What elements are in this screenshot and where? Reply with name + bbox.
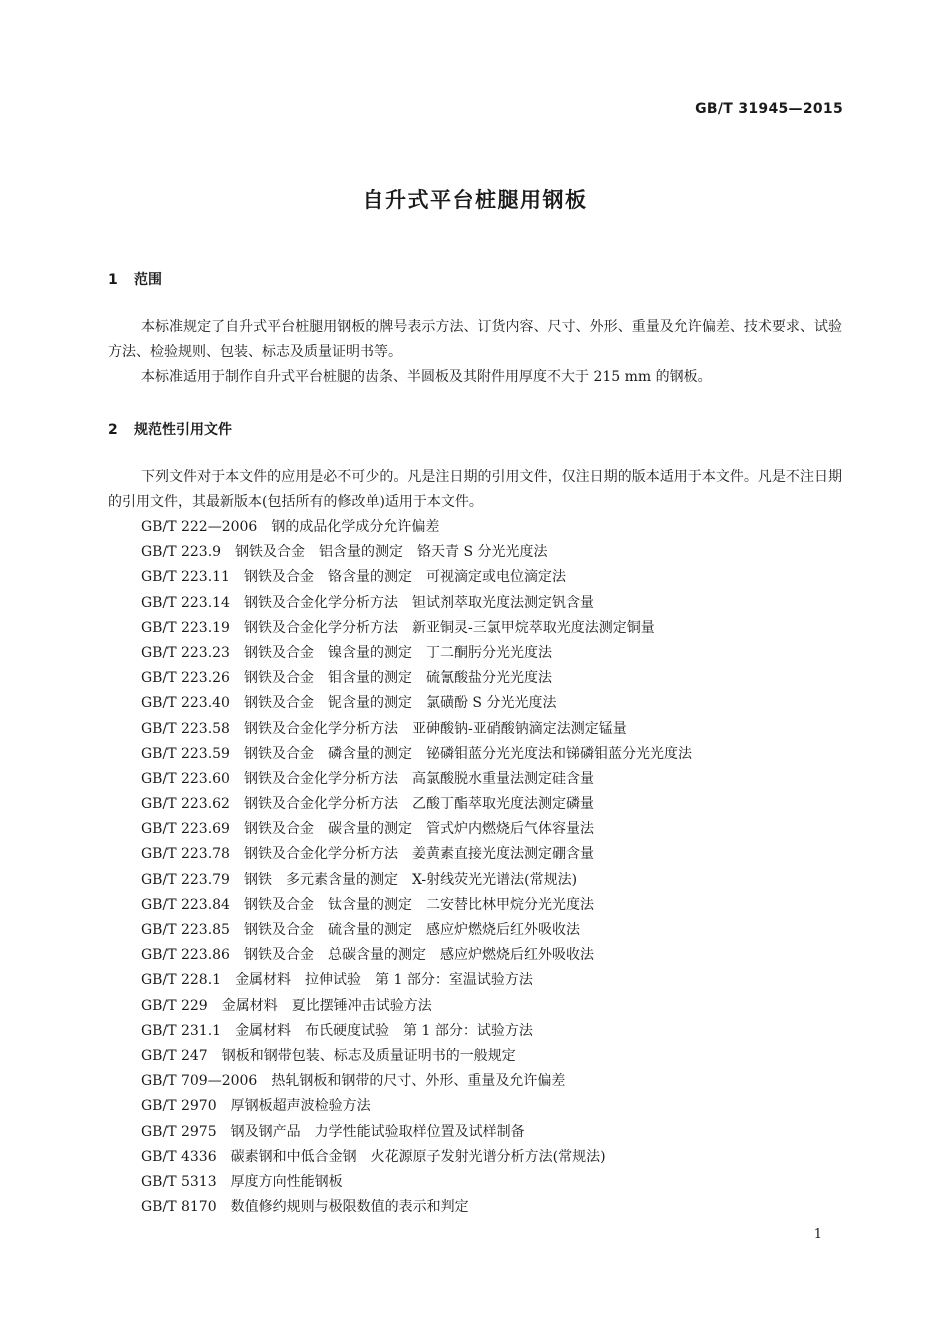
reference-code: GB/T 8170 <box>141 1199 217 1216</box>
reference-item <box>141 717 692 742</box>
reference-code: GB/T 4336 <box>141 1148 217 1165</box>
reference-code: GB/T 5313 <box>141 1173 217 1190</box>
reference-item <box>141 666 692 691</box>
reference-item <box>141 792 692 817</box>
reference-code: GB/T 223.79 <box>141 871 230 888</box>
reference-code: GB/T 223.78 <box>141 846 230 863</box>
reference-code: GB/T 222—2006 <box>141 519 258 535</box>
reference-code: GB/T 223.59 <box>141 745 230 762</box>
scope-paragraph-1: 本标准规定了自升式平台桩腿用钢板的牌号表示方法、订货内容、尺寸、外形、重量及允许偏差、技术要求、试验方法、检验规则、包装、标志及质量证明书等。 <box>108 319 842 360</box>
reference-title: 钢的成品化学成分允许偏差 <box>271 519 440 535</box>
reference-item <box>141 1019 692 1044</box>
reference-item <box>141 893 692 918</box>
reference-title: 厚钢板超声波检验方法 <box>230 1098 371 1115</box>
reference-code: GB/T 228.1 <box>141 972 222 989</box>
reference-code: GB/T 223.40 <box>141 695 230 712</box>
reference-title: 钢板和钢带包装、标志及质量证明书的一般规定 <box>221 1047 516 1064</box>
reference-title: 钢铁 多元素含量的测定 X-射线荧光光谱法(常规法) <box>243 871 578 888</box>
reference-list <box>141 515 692 1220</box>
reference-item <box>141 691 692 716</box>
reference-item <box>141 641 692 666</box>
reference-title: 钢铁及合金 磷含量的测定 铋磷钼蓝分光光度法和锑磷钼蓝分光光度法 <box>243 745 692 762</box>
reference-item <box>141 515 692 540</box>
reference-item <box>141 918 692 943</box>
reference-code: GB/T 223.62 <box>141 796 230 813</box>
section-2-heading <box>108 419 232 439</box>
reference-item <box>141 540 692 565</box>
section-1-number: 1 <box>108 272 118 288</box>
reference-item <box>141 868 692 893</box>
reference-title: 钢铁及合金 镍含量的测定 丁二酮肟分光光度法 <box>243 644 552 661</box>
reference-item <box>141 1170 692 1195</box>
section-1-title: 范围 <box>134 272 162 288</box>
reference-code: GB/T 229 <box>141 997 208 1014</box>
reference-code: GB/T 247 <box>141 1047 208 1064</box>
reference-code: GB/T 2970 <box>141 1098 217 1115</box>
reference-item <box>141 591 692 616</box>
reference-code: GB/T 223.86 <box>141 947 230 964</box>
reference-title: 钢铁及合金 钼含量的测定 硫氰酸盐分光光度法 <box>243 670 552 687</box>
reference-title: 金属材料 夏比摆锤冲击试验方法 <box>221 997 432 1014</box>
reference-item <box>141 994 692 1019</box>
reference-title: 钢铁及合金 铬含量的测定 可视滴定或电位滴定法 <box>243 569 566 586</box>
document-title: 自升式平台桩腿用钢板 <box>362 188 588 212</box>
reference-title: 钢铁及合金化学分析方法 钽试剂萃取光度法测定钒含量 <box>243 594 594 611</box>
reference-item <box>141 1094 692 1119</box>
reference-title: 热轧钢板和钢带的尺寸、外形、重量及允许偏差 <box>271 1073 566 1090</box>
reference-title: 钢铁及合金化学分析方法 亚砷酸钠-亚硝酸钠滴定法测定锰量 <box>243 720 627 737</box>
reference-code: GB/T 231.1 <box>141 1022 222 1039</box>
reference-item <box>141 1069 692 1094</box>
reference-title: 金属材料 布氏硬度试验 第 1 部分：试验方法 <box>235 1022 533 1039</box>
reference-title: 碳素钢和中低合金钢 火花源原子发射光谱分析方法(常规法) <box>230 1148 606 1165</box>
reference-title: 钢铁及合金 碳含量的测定 管式炉内燃烧后气体容量法 <box>243 821 594 838</box>
reference-code: GB/T 2975 <box>141 1123 217 1140</box>
reference-code: GB/T 223.9 <box>141 544 222 561</box>
reference-code: GB/T 223.60 <box>141 770 230 787</box>
reference-title: 钢铁及合金 硫含量的测定 感应炉燃烧后红外吸收法 <box>243 922 580 938</box>
reference-title: 金属材料 拉伸试验 第 1 部分：室温试验方法 <box>235 972 533 989</box>
scope-paragraph-2: 本标准适用于制作自升式平台桩腿的齿条、半圆板及其附件用厚度不大于 215 mm 的钢板。 <box>141 369 712 385</box>
reference-code: GB/T 709—2006 <box>141 1073 258 1090</box>
reference-title: 钢铁及合金化学分析方法 乙酸丁酯萃取光度法测定磷量 <box>243 796 594 813</box>
reference-code: GB/T 223.23 <box>141 644 230 661</box>
reference-item <box>141 1145 692 1170</box>
reference-title: 数值修约规则与极限数值的表示和判定 <box>230 1199 469 1216</box>
reference-item <box>141 943 692 968</box>
page-number: 1 <box>813 1227 822 1242</box>
reference-title: 钢铁及合金 铝含量的测定 铬天青 S 分光光度法 <box>235 544 548 561</box>
reference-title: 钢铁及合金化学分析方法 新亚铜灵-三氯甲烷萃取光度法测定铜量 <box>243 619 655 636</box>
section-2-number: 2 <box>108 422 118 438</box>
reference-item <box>141 616 692 641</box>
reference-title: 钢铁及合金化学分析方法 姜黄素直接光度法测定硼含量 <box>243 846 594 863</box>
reference-code: GB/T 223.58 <box>141 720 230 737</box>
reference-item <box>141 742 692 767</box>
reference-item <box>141 1195 692 1220</box>
reference-title: 钢铁及合金 钛含量的测定 二安替比林甲烷分光光度法 <box>243 896 594 913</box>
reference-item <box>141 842 692 867</box>
reference-item <box>141 767 692 792</box>
reference-code: GB/T 223.69 <box>141 821 230 838</box>
standard-number: GB/T 31945—2015 <box>695 101 843 117</box>
section-1-heading <box>108 269 162 289</box>
reference-title: 钢铁及合金 铌含量的测定 氯磺酚 S 分光光度法 <box>243 695 557 712</box>
reference-title: 厚度方向性能钢板 <box>230 1173 343 1190</box>
reference-code: GB/T 223.14 <box>141 594 230 611</box>
reference-item <box>141 1044 692 1069</box>
references-intro: 下列文件对于本文件的应用是必不可少的。凡是注日期的引用文件，仅注日期的版本适用于本文件。凡是不注日期的引用文件，其最新版本(包括所有的修改单)适用于本文件。 <box>108 469 842 510</box>
reference-title: 钢及钢产品 力学性能试验取样位置及试样制备 <box>230 1123 525 1140</box>
reference-code: GB/T 223.11 <box>141 569 230 586</box>
reference-code: GB/T 223.85 <box>141 922 230 938</box>
reference-title: 钢铁及合金 总碳含量的测定 感应炉燃烧后红外吸收法 <box>243 947 594 964</box>
section-2-title: 规范性引用文件 <box>134 422 232 438</box>
reference-item <box>141 817 692 842</box>
reference-item <box>141 565 692 590</box>
reference-item <box>141 968 692 993</box>
reference-title: 钢铁及合金化学分析方法 高氯酸脱水重量法测定硅含量 <box>243 770 594 787</box>
reference-code: GB/T 223.26 <box>141 670 230 687</box>
reference-code: GB/T 223.19 <box>141 619 230 636</box>
reference-item <box>141 1120 692 1145</box>
reference-code: GB/T 223.84 <box>141 896 230 913</box>
